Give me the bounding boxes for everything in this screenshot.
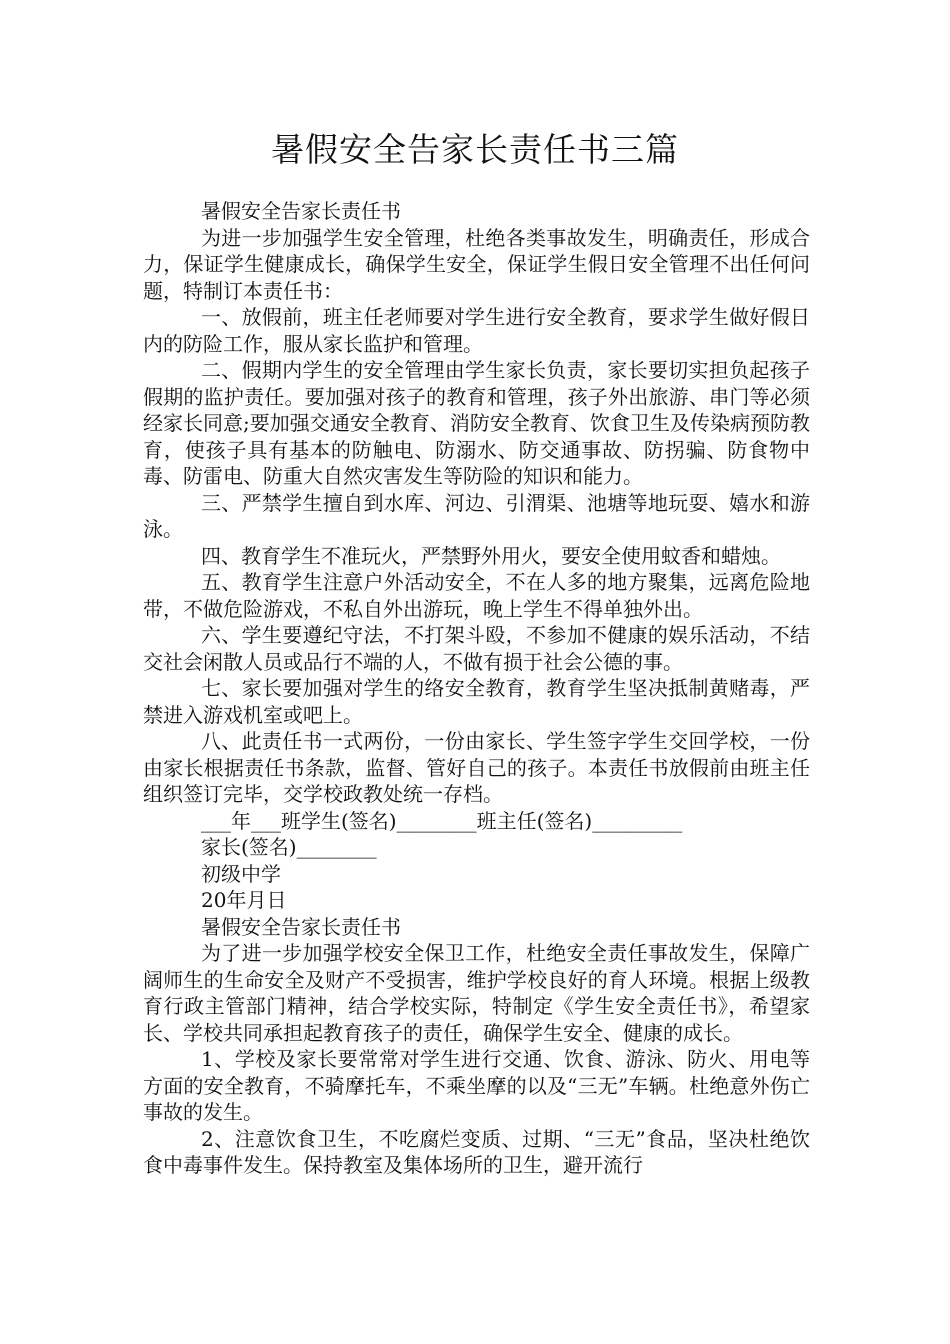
section-2-item-1: 1、学校及家长要常常对学生进行交通、饮食、游泳、防火、用电等方面的安全教育，不骑摩托车，不乘坐摩的以及“三无”车辆。杜绝意外伤亡事故的发生。 [143,1047,810,1124]
school-name: 初级中学 [201,861,281,886]
document-title: 暑假安全告家长责任书三篇 [271,130,679,169]
signature-line-student-teacher: ___年___班学生(签名)________班主任(签名)_________ [201,808,683,833]
section-1-heading: 暑假安全告家长责任书 [201,199,401,223]
section-1-item-6: 六、学生要遵纪守法，不打架斗殴，不参加不健康的娱乐活动，不结交社会闲散人员或品行不端的人，不做有损于社会公德的事。 [143,623,810,674]
section-2-item-2: 2、注意饮食卫生，不吃腐烂变质、过期、“三无”食品，坚决杜绝饮食中毒事件发生。保持教室及集体场所的卫生，避开流行 [143,1126,810,1177]
document-body [143,198,810,1179]
document-date: 20年月日 [201,888,287,912]
section-1-item-5: 五、教育学生注意户外活动安全，不在人多的地方聚集，远离危险地带，不做危险游戏，不私自外出游玩，晚上学生不得单独外出。 [143,570,810,621]
section-1-item-1: 一、放假前，班主任老师要对学生进行安全教育，要求学生做好假日内的防险工作，服从家长监护和管理。 [143,305,810,356]
section-1-item-2: 二、假期内学生的安全管理由学生家长负责，家长要切实担负起孩子假期的监护责任。要加强对孩子的教育和管理，孩子外出旅游、串门等必须经家长同意;要加强交通安全教育、消防安全教育、饮食卫生及传染病预防教育，使孩子具有基本的防触电、防溺水、防交通事故、防拐骗、防食物中毒、防雷电、防重大自然灾害发生等防险的知识和能力。 [143,358,810,488]
section-1-item-7: 七、家长要加强对学生的络安全教育，教育学生坚决抵制黄赌毒，严禁进入游戏机室或吧上。 [143,676,810,727]
section-1-item-4: 四、教育学生不准玩火，严禁野外用火，要安全使用蚊香和蜡烛。 [201,543,781,568]
section-2-heading: 暑假安全告家长责任书 [201,914,401,939]
section-1-intro: 为进一步加强学生安全管理，杜绝各类事故发生，明确责任，形成合力，保证学生健康成长，确保学生安全，保证学生假日安全管理不出任何问题，特制订本责任书： [143,225,810,303]
section-2-intro: 为了进一步加强学校安全保卫工作，杜绝安全责任事故发生，保障广阔师生的生命安全及财产不受损害，维护学校良好的育人环境。根据上级教育行政主管部门精神，结合学校实际，特制定《学生安全责任书》，希望家长、学校共同承担起教育孩子的责任，确保学生安全、健康的成长。 [143,941,810,1045]
section-1-item-8: 八、此责任书一式两份，一份由家长、学生签字学生交回学校，一份由家长根据责任书条款，监督、管好自己的孩子。本责任书放假前由班主任组织签订完毕，交学校政教处统一存档。 [143,729,810,806]
signature-line-parent: 家长(签名)________ [201,835,377,859]
section-1-item-3: 三、严禁学生擅自到水库、河边、引渭渠、池塘等地玩耍、嬉水和游泳。 [143,490,810,541]
